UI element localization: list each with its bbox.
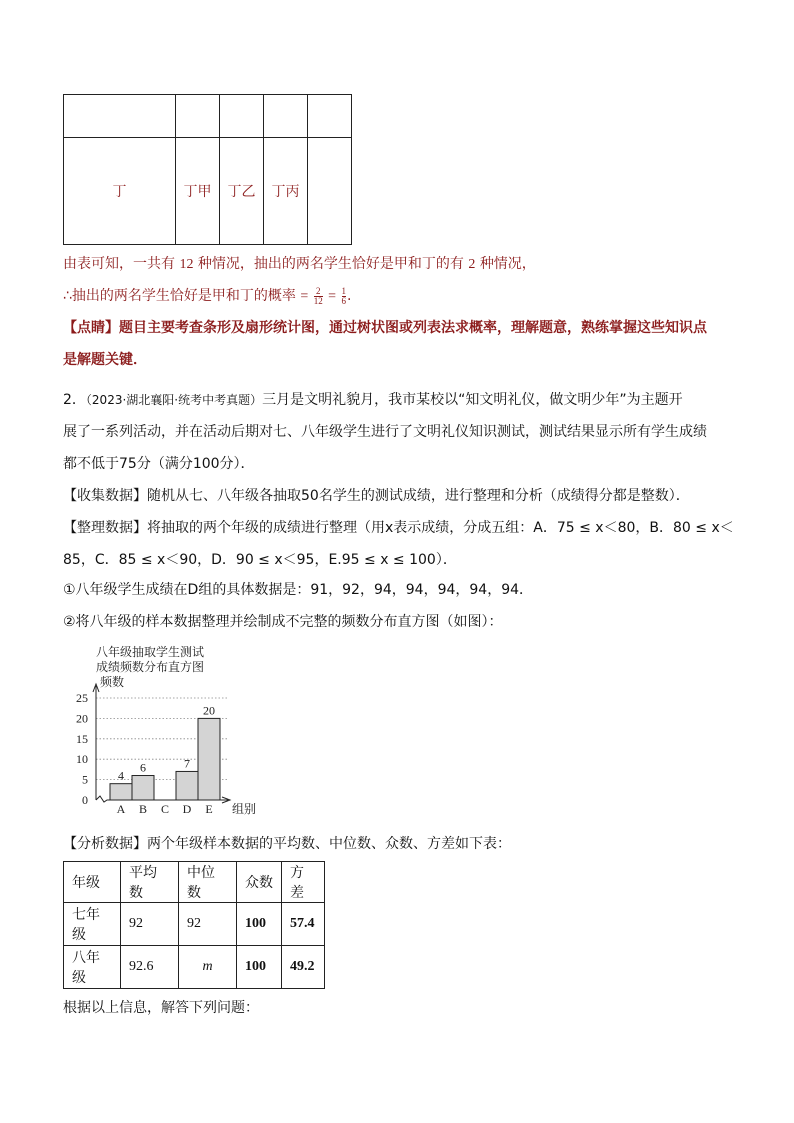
problem-line-3: 都不低于75分（满分100分）．: [63, 456, 255, 472]
chart-title-line-1: 八年级抽取学生测试: [96, 645, 205, 659]
organize-line-2: 85，C．85 ≤ x＜90，D．90 ≤ x＜95，E.95 ≤ x ≤ 100）．: [63, 552, 457, 568]
x-axis-label: 组别: [232, 802, 257, 816]
table-header: 众数: [237, 862, 282, 903]
y-tick-label: 25: [76, 691, 88, 705]
fraction: $\frac{1}{6}$: [341, 285, 347, 306]
table-cell: 丁乙: [220, 138, 264, 245]
bar: [110, 784, 132, 800]
data-label: 6: [140, 760, 146, 775]
x-tick-label: E: [205, 802, 213, 816]
outcome-table: [63, 94, 352, 245]
bar: [198, 718, 220, 800]
data-label: 4: [118, 768, 124, 783]
table-cell: [176, 95, 220, 138]
table-cell: m: [179, 946, 237, 989]
table-row: [64, 946, 325, 989]
table-cell: [264, 95, 308, 138]
item-1: ①八年级学生成绩在D组的具体数据是：91，92，94，94，94，94，94．: [63, 582, 534, 598]
y-tick-label: 10: [76, 752, 88, 767]
solution-line-2: ∴抽出的两名学生恰好是甲和丁的概率 = $\frac{2}{12}$ = $\frac{1}{6}$ .: [63, 285, 352, 306]
organize-line-1: 【整理数据】将抽取的两个年级的成绩进行整理（用x表示成绩，分成五组：A．75 ≤ x＜80，B．80 ≤ x＜: [63, 520, 734, 536]
data-label: 20: [203, 703, 215, 718]
analysis-intro: 【分析数据】两个年级样本数据的平均数、中位数、众数、方差如下表：: [63, 836, 511, 852]
comment-line-1: 【点睛】题目主要考查条形及扇形统计图，通过树状图或列表法求概率，理解题意，熟练掌握这些知识点: [63, 320, 707, 336]
chart-title-line-2: 成绩频数分布直方图: [96, 660, 205, 674]
bar: [176, 771, 198, 800]
table-cell: 92.6: [121, 946, 179, 989]
data-label: 7: [184, 756, 190, 771]
bar: [132, 776, 154, 800]
collect-data: 【收集数据】随机从七、八年级各抽取50名学生的测试成绩，进行整理和分析（成绩得分都是整数）．: [63, 488, 690, 504]
x-tick-label: D: [182, 802, 192, 816]
solution-line-1: 由表可知，一共有 12 种情况，抽出的两名学生恰好是甲和丁的有 2 种情况，: [63, 256, 536, 272]
table-cell: [308, 138, 352, 245]
table-header: 方差: [282, 862, 325, 903]
table-cell: 100: [237, 903, 282, 946]
y-axis-label: 频数: [100, 675, 125, 689]
fraction: $\frac{2}{12}$: [313, 285, 323, 306]
table-cell: [308, 95, 352, 138]
table-header: 年级: [64, 862, 121, 903]
x-tick-label: C: [160, 802, 170, 816]
table-cell: 92: [121, 903, 179, 946]
x-tick-label: B: [138, 802, 148, 816]
y-tick-label: 20: [76, 711, 88, 726]
table-cell: [220, 95, 264, 138]
table-cell: 八年级: [64, 946, 121, 989]
y-tick-label: 15: [76, 731, 88, 746]
table-row: [64, 903, 325, 946]
closing-line: 根据以上信息，解答下列问题：: [63, 1000, 259, 1016]
y-tick-label: 0: [82, 793, 88, 807]
table-cell: 49.2: [282, 946, 325, 989]
stats-table: [63, 861, 325, 989]
table-cell: 七年级: [64, 903, 121, 946]
x-tick-label: A: [116, 802, 126, 816]
table-cell: 100: [237, 946, 282, 989]
table-cell: 57.4: [282, 903, 325, 946]
comment-line-2: 是解题关键．: [63, 352, 147, 368]
table-cell: 92: [179, 903, 237, 946]
y-tick-label: 5: [82, 772, 88, 787]
histogram-chart: [60, 640, 280, 820]
item-2: ②将八年级的样本数据整理并绘制成不完整的频数分布直方图（如图）：: [63, 614, 503, 630]
table-cell: 丁: [64, 138, 176, 245]
table-header: 平均数: [121, 862, 179, 903]
table-cell: 丁甲: [176, 138, 220, 245]
problem-line-1: 2．（2023·湖北襄阳·统考中考真题）三月是文明礼貌月，我市某校以“知文明礼仪，做文明少年”为主题开: [63, 392, 683, 408]
table-cell: [64, 95, 176, 138]
problem-line-2: 展了一系列活动，并在活动后期对七、八年级学生进行了文明礼仪知识测试，测试结果显示所有学生成绩: [63, 424, 707, 440]
table-cell: 丁丙: [264, 138, 308, 245]
table-header: 中位数: [179, 862, 237, 903]
